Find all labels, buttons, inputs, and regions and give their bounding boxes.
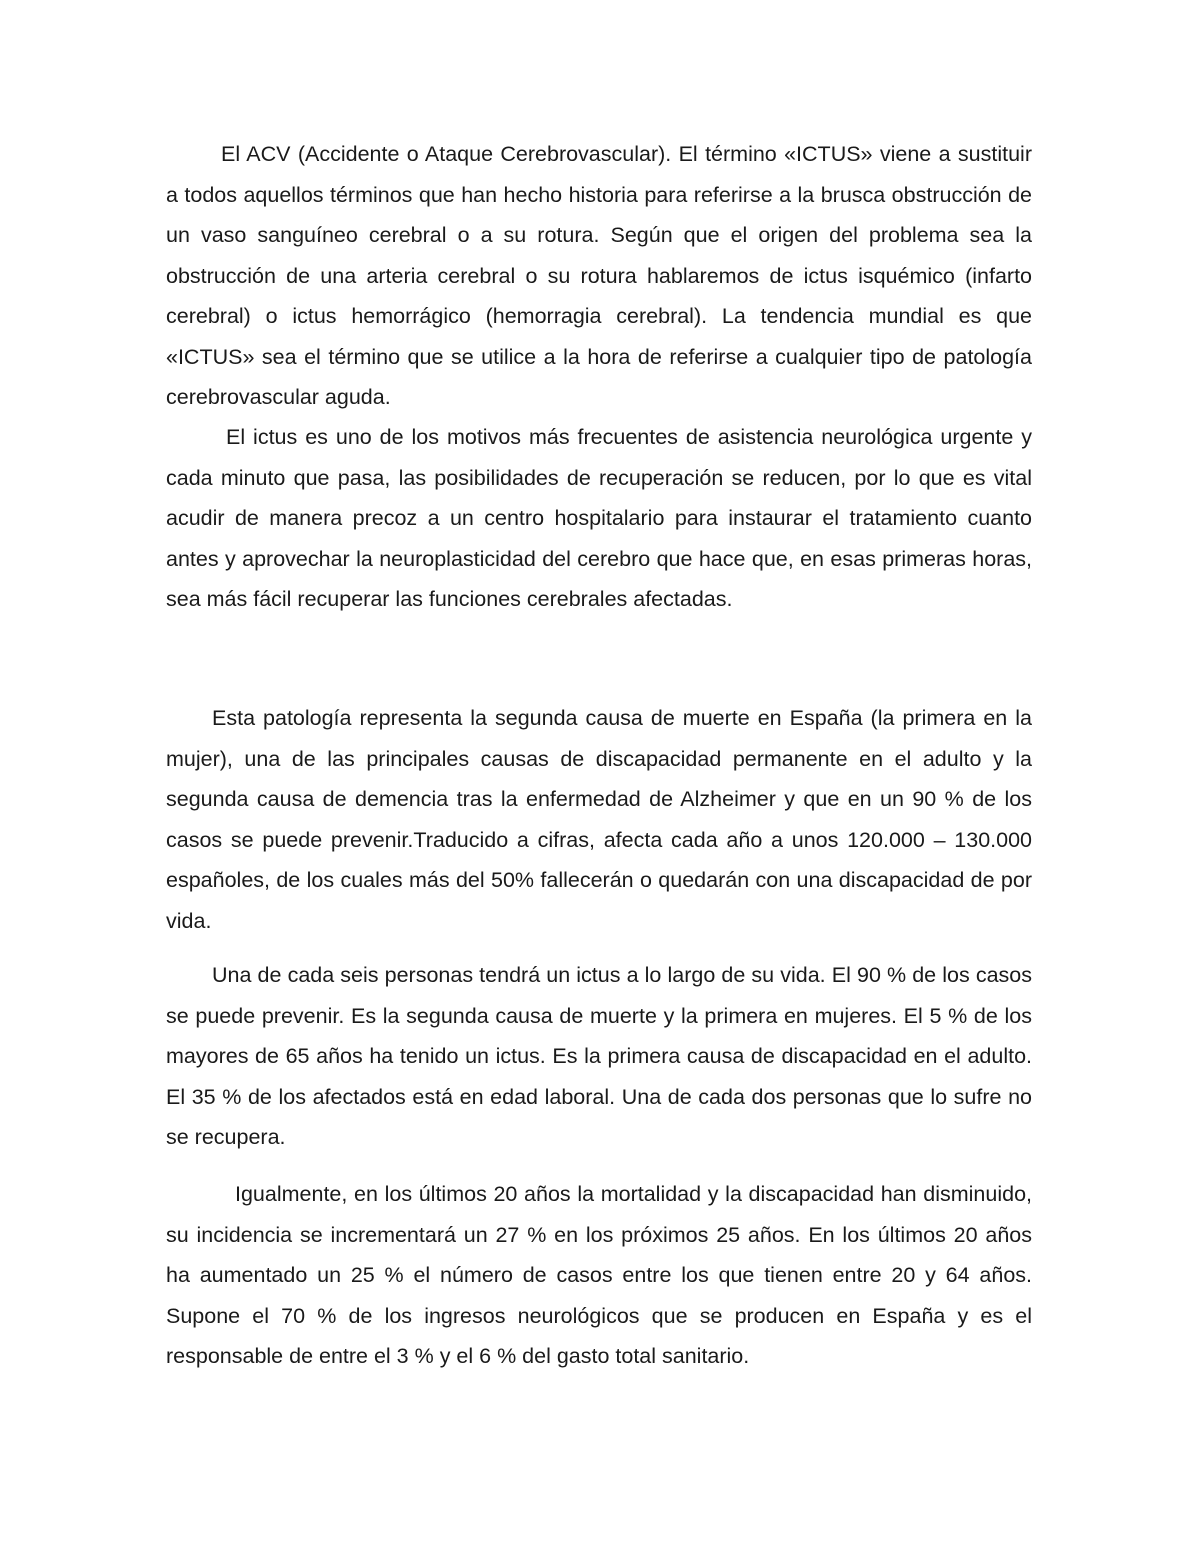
paragraph-incidence-trends	[166, 1174, 1032, 1377]
paragraph-text: Esta patología representa la segunda causa de muerte en España (la primera en la mujer), una de las principales causas de discapacidad permanente en el adulto y la segunda causa de demencia tras la enfermedad de Alzheimer y que en un 90 % de los casos se puede prevenir.Traducido a cifras, afecta cada año a unos 120.000 – 130.000 españoles, de los cuales más del 50% fallecerán o quedarán con una discapacidad de por vida.	[166, 706, 1032, 933]
paragraph-text: El ictus es uno de los motivos más frecuentes de asistencia neurológica urgente y cada minuto que pasa, las posibilidades de recuperación se reducen, por lo que es vital acudir de manera precoz a un centro hospitalario para instaurar el tratamiento cuanto antes y aprovechar la neuroplasticidad del cerebro que hace que, en esas primeras horas, sea más fácil recuperar las funciones cerebrales afectadas.	[166, 425, 1032, 611]
paragraph-ictus-urgency	[166, 417, 1032, 620]
paragraph-mortality-spain	[166, 698, 1032, 941]
paragraph-text: El ACV (Accidente o Ataque Cerebrovascular). El término «ICTUS» viene a sustituir a todos aquellos términos que han hecho historia para referirse a la brusca obstrucción de un vaso sanguíneo cerebral o a su rotura. Según que el origen del problema sea la obstrucción de una arteria cerebral o su rotura hablaremos de ictus isquémico (infarto cerebral) o ictus hemorrágico (hemorragia cerebral). La tendencia mundial es que «ICTUS» sea el término que se utilice a la hora de referirse a cualquier tipo de patología cerebrovascular aguda.	[166, 142, 1032, 409]
paragraph-statistics	[166, 955, 1032, 1158]
paragraph-text: Igualmente, en los últimos 20 años la mortalidad y la discapacidad han disminuido, su incidencia se incrementará un 27 % en los próximos 25 años. En los últimos 20 años ha aumentado un 25 % el número de casos entre los que tienen entre 20 y 64 años. Supone el 70 % de los ingresos neurológicos que se producen en España y es el responsable de entre el 3 % y el 6 % del gasto total sanitario.	[166, 1182, 1032, 1368]
paragraph-text: Una de cada seis personas tendrá un ictus a lo largo de su vida. El 90 % de los casos se puede prevenir. Es la segunda causa de muerte y la primera en mujeres. El 5 % de los mayores de 65 años ha tenido un ictus. Es la primera causa de discapacidad en el adulto. El 35 % de los afectados está en edad laboral. Una de cada dos personas que lo sufre no se recupera.	[166, 963, 1032, 1149]
paragraph-acv-definition	[166, 134, 1032, 418]
